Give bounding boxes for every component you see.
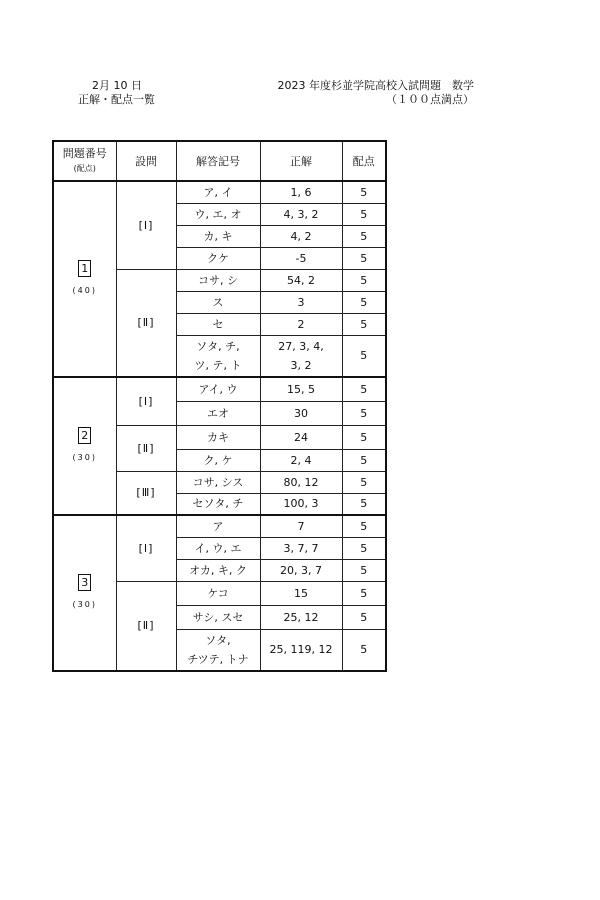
points: 5 bbox=[342, 515, 386, 537]
answer-symbol: コサ, シ bbox=[176, 269, 260, 291]
correct-answer: 80, 12 bbox=[260, 471, 342, 493]
points: 5 bbox=[342, 605, 386, 629]
col-answer-symbol: 解答記号 bbox=[176, 141, 260, 181]
section-label: [Ⅲ] bbox=[116, 471, 176, 515]
points: 5 bbox=[342, 559, 386, 581]
answer-symbol: ケコ bbox=[176, 581, 260, 605]
points: 5 bbox=[342, 335, 386, 377]
answer-symbol: ク, ケ bbox=[176, 449, 260, 471]
question-points: (30) bbox=[72, 600, 97, 609]
answer-symbol: アイ, ウ bbox=[176, 377, 260, 401]
correct-answer: 2, 4 bbox=[260, 449, 342, 471]
section-label: [Ⅱ] bbox=[116, 581, 176, 671]
col-section: 設問 bbox=[116, 141, 176, 181]
correct-answer: -5 bbox=[260, 247, 342, 269]
correct-answer: 4, 2 bbox=[260, 225, 342, 247]
answer-symbol: イ, ウ, エ bbox=[176, 537, 260, 559]
table-row bbox=[53, 515, 386, 537]
full-score: （１００点満点） bbox=[386, 93, 474, 106]
header-right bbox=[270, 79, 474, 107]
answer-symbol: ア, イ bbox=[176, 181, 260, 203]
answer-symbol: セ bbox=[176, 313, 260, 335]
table-row bbox=[53, 377, 386, 401]
correct-answer: 25, 119, 12 bbox=[260, 629, 342, 671]
answer-symbol: ソタ, チ, ツ, テ, ト bbox=[176, 335, 260, 377]
answer-symbol: カキ bbox=[176, 425, 260, 449]
header-left bbox=[78, 79, 155, 107]
points: 5 bbox=[342, 291, 386, 313]
points: 5 bbox=[342, 493, 386, 515]
question-cell bbox=[53, 515, 116, 671]
section-label: [Ⅰ] bbox=[116, 515, 176, 581]
question-number: 1 bbox=[78, 260, 91, 277]
correct-answer: 100, 3 bbox=[260, 493, 342, 515]
question-points: (30) bbox=[72, 453, 97, 462]
points: 5 bbox=[342, 401, 386, 425]
col-points: 配点 bbox=[342, 141, 386, 181]
section-label: [Ⅰ] bbox=[116, 377, 176, 425]
answer-symbol: サシ, スセ bbox=[176, 605, 260, 629]
answer-symbol: ア bbox=[176, 515, 260, 537]
correct-answer: 54, 2 bbox=[260, 269, 342, 291]
points: 5 bbox=[342, 203, 386, 225]
col-question-no: 問題番号 (配点) bbox=[53, 141, 116, 181]
points: 5 bbox=[342, 629, 386, 671]
correct-answer: 3, 7, 7 bbox=[260, 537, 342, 559]
section-label: [Ⅱ] bbox=[116, 425, 176, 471]
header-row bbox=[53, 141, 386, 181]
points: 5 bbox=[342, 313, 386, 335]
correct-answer: 2 bbox=[260, 313, 342, 335]
section-label: [Ⅰ] bbox=[116, 181, 176, 269]
correct-answer: 30 bbox=[260, 401, 342, 425]
answer-symbol: コサ, シス bbox=[176, 471, 260, 493]
correct-answer: 4, 3, 2 bbox=[260, 203, 342, 225]
section-label: [Ⅱ] bbox=[116, 269, 176, 377]
points: 5 bbox=[342, 537, 386, 559]
points: 5 bbox=[342, 581, 386, 605]
answer-symbol: ソタ, チツテ, トナ bbox=[176, 629, 260, 671]
correct-answer: 24 bbox=[260, 425, 342, 449]
answer-symbol: オカ, キ, ク bbox=[176, 559, 260, 581]
header-subtitle: 正解・配点一覧 bbox=[78, 93, 155, 106]
correct-answer: 3 bbox=[260, 291, 342, 313]
points: 5 bbox=[342, 471, 386, 493]
points: 5 bbox=[342, 425, 386, 449]
answer-symbol: ス bbox=[176, 291, 260, 313]
correct-answer: 15, 5 bbox=[260, 377, 342, 401]
exam-title: 2023 年度杉並学院高校入試問題 数学 bbox=[277, 79, 474, 92]
points: 5 bbox=[342, 225, 386, 247]
col-correct: 正解 bbox=[260, 141, 342, 181]
correct-answer: 7 bbox=[260, 515, 342, 537]
points: 5 bbox=[342, 181, 386, 203]
question-number: 2 bbox=[78, 427, 91, 444]
points: 5 bbox=[342, 449, 386, 471]
answer-symbol: ウ, エ, オ bbox=[176, 203, 260, 225]
question-number: 3 bbox=[78, 574, 91, 591]
correct-answer: 27, 3, 4, 3, 2 bbox=[260, 335, 342, 377]
question-cell bbox=[53, 181, 116, 377]
answer-symbol: カ, キ bbox=[176, 225, 260, 247]
points: 5 bbox=[342, 247, 386, 269]
question-points: (40) bbox=[72, 286, 97, 295]
points: 5 bbox=[342, 377, 386, 401]
answer-symbol: セソタ, チ bbox=[176, 493, 260, 515]
answer-table bbox=[52, 140, 387, 672]
question-cell bbox=[53, 377, 116, 515]
points: 5 bbox=[342, 269, 386, 291]
exam-date: 2月 10 日 bbox=[92, 79, 142, 92]
correct-answer: 15 bbox=[260, 581, 342, 605]
correct-answer: 1, 6 bbox=[260, 181, 342, 203]
correct-answer: 20, 3, 7 bbox=[260, 559, 342, 581]
correct-answer: 25, 12 bbox=[260, 605, 342, 629]
answer-symbol: クケ bbox=[176, 247, 260, 269]
table-row bbox=[53, 181, 386, 203]
answer-symbol: エオ bbox=[176, 401, 260, 425]
